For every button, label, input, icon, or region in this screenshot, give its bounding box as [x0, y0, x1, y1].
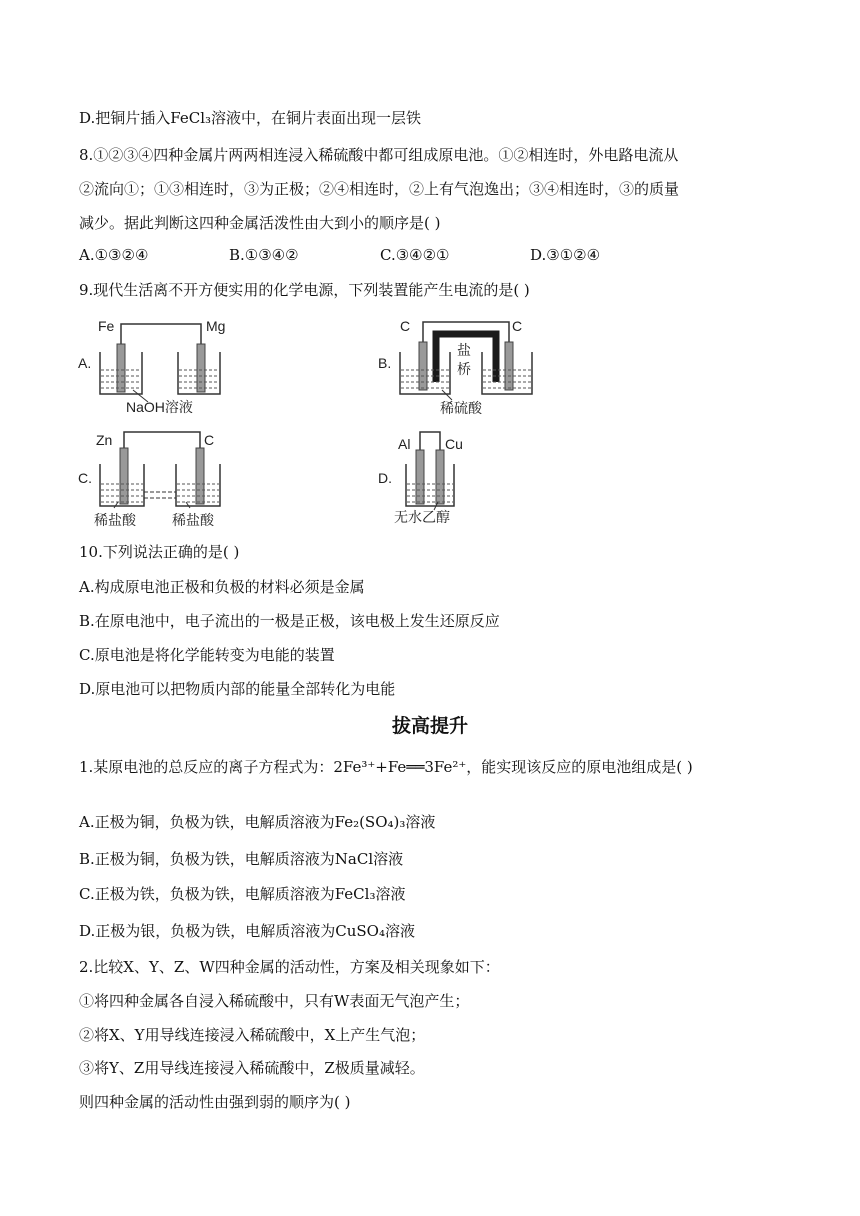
p1-option-b: B.正极为铜，负极为铁，电解质溶液为NaCl溶液: [79, 850, 404, 868]
p1-stem: 1.某原电池的总反应的离子方程式为：2Fe³⁺+Fe══3Fe²⁺，能实现该反应的原电池组成是( ): [79, 758, 693, 776]
q10-option-b: B.在原电池中，电子流出的一极是正极，该电极上发生还原反应: [79, 612, 500, 630]
fig-c-solution-right-label: 稀盐酸: [172, 512, 214, 528]
q10-option-a: A.构成原电池正极和负极的材料必须是金属: [79, 578, 365, 596]
fig-a-mg-electrode: [197, 344, 205, 392]
fig-a-left-electrode-label: Fe: [98, 318, 115, 334]
q8-option-c: C.③④②①: [380, 246, 450, 264]
p1-option-a: A.正极为铜，负极为铁，电解质溶液为Fe₂(SO₄)₃溶液: [79, 813, 436, 831]
fig-a-solution-label: NaOH溶液: [126, 399, 193, 415]
fig-b-right-electrode-label: C: [512, 318, 523, 334]
q9-figure-a: [78, 312, 248, 420]
fig-a-fe-electrode: [117, 344, 125, 392]
fig-b-left-electrode: [419, 342, 427, 390]
q8-stem-line3: 减少。据此判断这四种金属活泼性由大到小的顺序是( ): [79, 214, 441, 232]
fig-b-right-electrode: [505, 342, 513, 390]
fig-c-wire: [124, 432, 200, 448]
q9-figure-b: [378, 312, 548, 420]
q10-option-d: D.原电池可以把物质内部的能量全部转化为电能: [79, 680, 396, 698]
fig-b-bridge-label-2: 桥: [457, 361, 471, 377]
p2-item-1: ①将四种金属各自浸入稀硫酸中，只有W表面无气泡产生；: [79, 992, 470, 1010]
fig-b-option-label: B.: [378, 355, 392, 371]
p1-option-c: C.正极为铁，负极为铁，电解质溶液为FeCl₃溶液: [79, 885, 406, 903]
p1-option-d: D.正极为银，负极为铁，电解质溶液为CuSO₄溶液: [79, 922, 415, 940]
fig-c-option-label: C.: [78, 470, 92, 486]
fig-d-solution-label: 无水乙醇: [394, 509, 450, 525]
p2-stem: 2.比较X、Y、Z、W四种金属的活动性，方案及相关现象如下：: [79, 958, 500, 976]
fig-b-left-electrode-label: C: [400, 318, 411, 334]
section-title: 拔高提升: [391, 715, 468, 737]
q10-option-c: C.原电池是将化学能转变为电能的装置: [79, 646, 335, 664]
fig-d-wire: [420, 432, 440, 450]
fig-a-option-label: A.: [78, 355, 92, 371]
fig-d-option-label: D.: [378, 470, 392, 486]
fig-c-right-electrode-label: C: [204, 432, 215, 448]
fig-d-right-electrode-label: Cu: [445, 436, 463, 452]
q7-option-d: D.把铜片插入FeCl₃溶液中，在铜片表面出现一层铁: [79, 109, 422, 127]
fig-b-solution-label: 稀硫酸: [440, 400, 482, 416]
fig-c-solution-left-label: 稀盐酸: [94, 512, 136, 528]
q8-stem-line2: ②流向①；①③相连时，③为正极；②④相连时，②上有气泡逸出；③④相连时，③的质量: [79, 180, 680, 198]
p2-item-3: ③将Y、Z用导线连接浸入稀硫酸中，Z极质量减轻。: [79, 1059, 425, 1077]
fig-a-right-electrode-label: Mg: [206, 318, 226, 334]
p2-conclusion: 则四种金属的活动性由强到弱的顺序为( ): [79, 1093, 351, 1111]
q8-option-a: A.①③②④: [79, 246, 149, 264]
p2-item-2: ②将X、Y用导线连接浸入稀硫酸中，X上产生气泡；: [79, 1026, 426, 1044]
fig-d-left-electrode-label: Al: [398, 436, 411, 452]
fig-a-wire: [121, 324, 201, 344]
q10-stem: 10.下列说法正确的是( ): [79, 543, 240, 561]
fig-d-beaker: [406, 464, 454, 506]
q9-figure-c: [78, 428, 248, 536]
q9-figure-d: [378, 428, 498, 536]
fig-c-left-electrode-label: Zn: [96, 432, 113, 448]
q8-stem-line1: 8.①②③④四种金属片两两相连浸入稀硫酸中都可组成原电池。①②相连时，外电路电流从: [79, 146, 679, 164]
q8-option-b: B.①③④②: [229, 246, 299, 264]
q9-stem: 9.现代生活离不开方便实用的化学电源，下列装置能产生电流的是( ): [79, 281, 530, 299]
fig-b-bridge-label-1: 盐: [457, 342, 471, 358]
q8-option-d: D.③①②④: [530, 246, 601, 264]
